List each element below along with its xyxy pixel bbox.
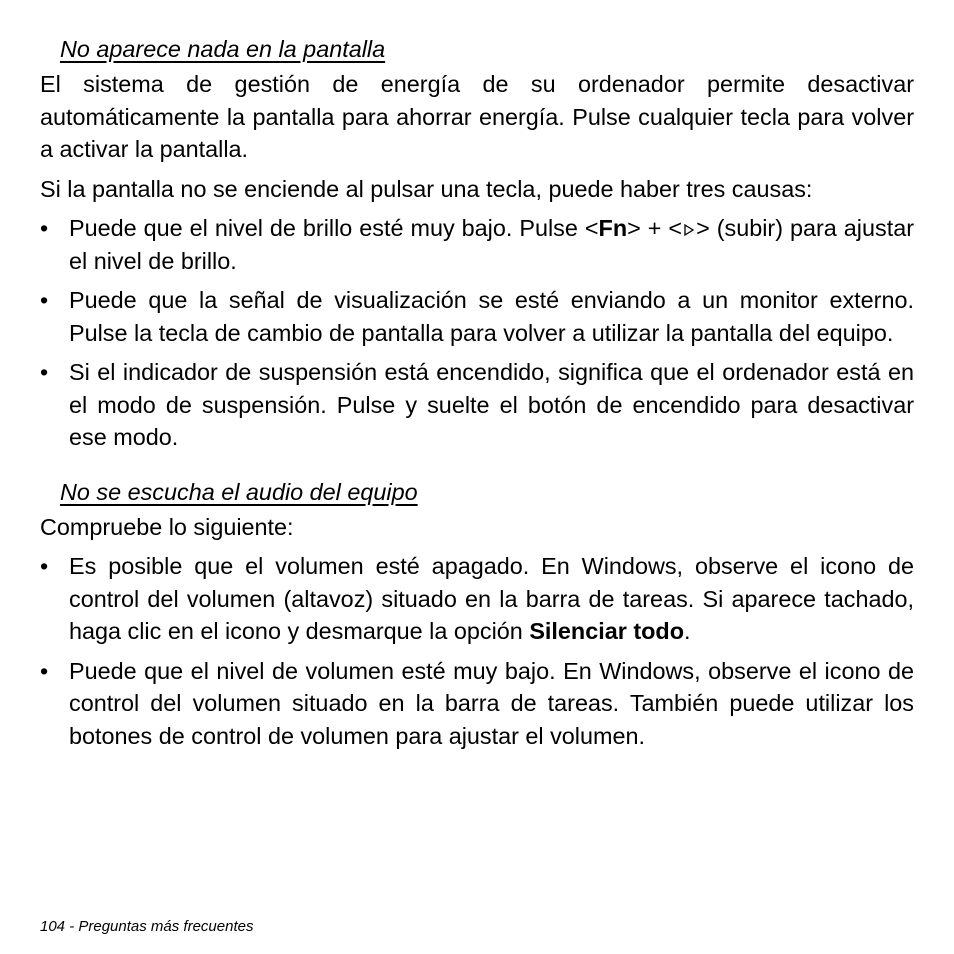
- bullet-dot: •: [40, 553, 49, 579]
- section-spacer: [40, 461, 914, 473]
- text-fragment: .: [683, 618, 691, 644]
- option-label-mute-all: Silenciar todo: [529, 618, 684, 644]
- list-item-text: Puede que la señal de visualización se esté enviando a un monitor externo. Pulse la tecla de cambio de pantalla para volver a utilizar la pantalla del equipo.: [69, 287, 914, 346]
- list-item-external-monitor: [40, 284, 914, 349]
- document-page: [40, 30, 914, 759]
- section-heading-no-display: No aparece nada en la pantalla: [60, 36, 386, 62]
- text-fragment: Puede que el nivel de brillo esté muy bajo. Pulse <: [69, 215, 599, 241]
- list-item-volume-muted: [40, 550, 914, 648]
- bullet-dot: •: [40, 657, 49, 684]
- section-heading-no-audio: No se escucha el audio del equipo: [60, 478, 418, 505]
- list-item-volume-low: [40, 655, 914, 753]
- paragraph-check-following: Compruebe lo siguiente:: [40, 513, 294, 540]
- list-item-sleep-mode: [40, 356, 914, 454]
- key-label-fn: Fn: [598, 215, 628, 241]
- bullet-list-audio-causes: [40, 550, 914, 752]
- paragraph-power-management: El sistema de gestión de energía de su ordenador permite desactivar automáticamente la pantalla para ahorrar energía. Pulse cualquier tecla para volver a activar la pantalla.: [40, 71, 914, 162]
- bullet-dot: •: [40, 287, 49, 313]
- paragraph-three-causes: Si la pantalla no se enciende al pulsar una tecla, puede haber tres causas:: [40, 175, 813, 202]
- text-fragment: > + <: [627, 215, 683, 241]
- bullet-dot: •: [40, 359, 49, 385]
- page-footer: 104 - Preguntas más frecuentes: [40, 918, 254, 935]
- list-item-brightness: [40, 212, 914, 277]
- text-fragment: > (subir) para ajustar el nivel de brillo.: [69, 215, 914, 274]
- list-item-text: Si el indicador de suspensión está encendido, significa que el ordenador está en el modo de suspensión. Pulse y suelte el botón de encendido para desactivar ese modo.: [69, 359, 914, 450]
- list-item-text: Puede que el nivel de volumen esté muy bajo. En Windows, observe el icono de control del volumen situado en la barra de tareas. También puede utilizar los botones de control de volumen para ajustar el volumen.: [69, 657, 914, 749]
- text-fragment: Es posible que el volumen esté apagado. En Windows, observe el icono de control del volumen (altavoz) situado en la barra de tareas. Si aparece tachado, haga clic en el icono y desmarque la opción: [69, 553, 914, 644]
- bullet-list-display-causes: [40, 212, 914, 454]
- brightness-up-triangle-icon: [682, 219, 696, 239]
- bullet-dot: •: [40, 215, 49, 241]
